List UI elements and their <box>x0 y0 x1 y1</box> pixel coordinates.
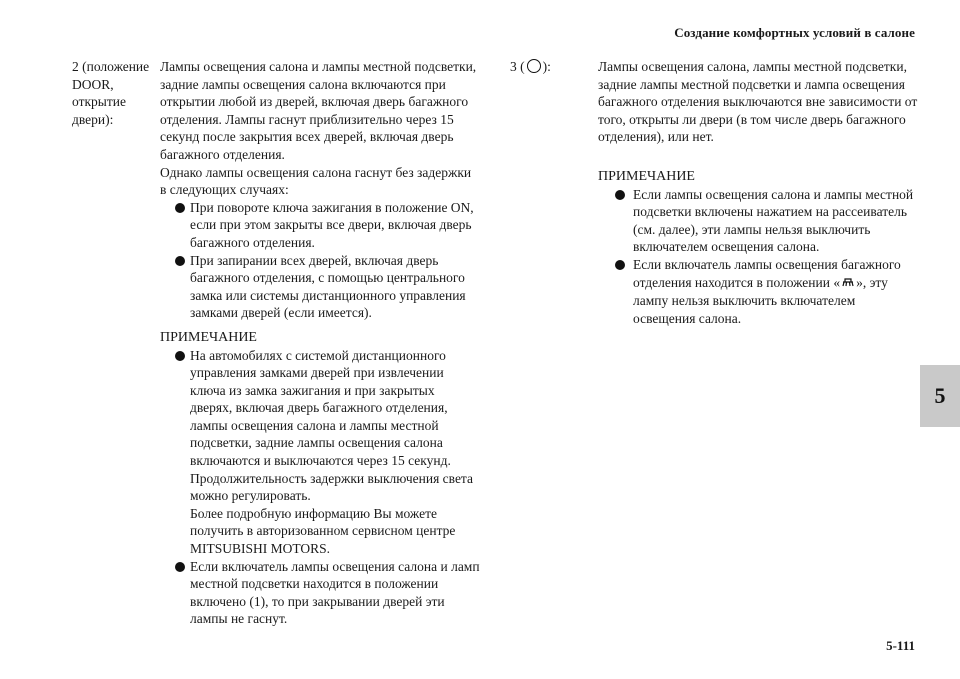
page-number: 5-111 <box>886 638 915 653</box>
bullet-icon <box>615 260 625 270</box>
position-2-description <box>160 58 480 628</box>
chapter-tab: 5 <box>920 365 960 427</box>
bullet-icon <box>175 351 185 361</box>
list-item: Если включатель лампы освещения салона и ламп местной подсветки находится в положении включено (1), то при закрывании дверей эти лампы не гаснут. <box>160 558 480 628</box>
list-item: При запирании всех дверей, включая дверь багажного отделения, с помощью центрального замка или системы дистанционного управления замками дверей (если имеется). <box>160 252 480 322</box>
note-title: ПРИМЕЧАНИЕ <box>160 329 257 345</box>
circle-icon <box>527 59 541 73</box>
list-item: На автомобилях с системой дистанционного управления замками дверей при извлечении ключа из замка зажигания и при закрытых дверях, включая дверь багажного отделения, лампы освещения салона и лампы местной подсветки, задние лампы освещения салона включаются и выключаются через 15 секунд. Продолжительность задержки выключения света можно регулировать. Более подробную информацию Вы можете получить в авторизованном сервисном центре MITSUBISHI MOTORS. <box>160 347 480 558</box>
position-3-intro: Лампы освещения салона, лампы местной подсветки, задние лампы местной подсветки и лампа освещения багажного отделения выключаются вне зависимости от того, открыты ли двери (в том числе дверь багажного отделения), или нет. <box>598 59 918 145</box>
exception-list <box>160 199 480 322</box>
note-title: ПРИМЕЧАНИЕ <box>598 168 695 184</box>
position-2-label: 2 (положение DOOR, открытие двери): <box>72 59 150 127</box>
list-item: Если лампы освещения салона и лампы местной подсветки включены нажатием на рассеиватель (см. далее), эти лампы нельзя выключить включателем освещения салона. <box>598 186 918 256</box>
list-item: При повороте ключа зажигания в положение ON, если при этом закрыты все двери, включая дверь багажного отделения. <box>160 199 480 252</box>
bullet-icon <box>175 562 185 572</box>
page-header: Создание комфортных условий в салоне <box>674 25 915 40</box>
bullet-icon <box>175 203 185 213</box>
bullet-icon <box>175 256 185 266</box>
position-2-intro: Лампы освещения салона и лампы местной подсветки, задние лампы освещения салона включаются при открытии любой из дверей, включая дверь багажного отделения. Лампы гаснут приблизительно через 15 секунд после закрытия всех дверей, включая дверь багажного отделения. <box>160 59 477 162</box>
position-3-label: 3 ( ): <box>510 59 551 74</box>
position-2-exception: Однако лампы освещения салона гаснут без задержки в следующих случаях: <box>160 164 472 198</box>
note-list <box>598 186 918 328</box>
bullet-icon <box>615 190 625 200</box>
lamp-icon <box>841 275 855 293</box>
list-item: Если включатель лампы освещения багажного отделения находится в положении « », эту лампу нельзя выключить включателем освещения салона. <box>598 256 918 327</box>
note-list <box>160 347 480 629</box>
position-3-description <box>598 58 918 327</box>
